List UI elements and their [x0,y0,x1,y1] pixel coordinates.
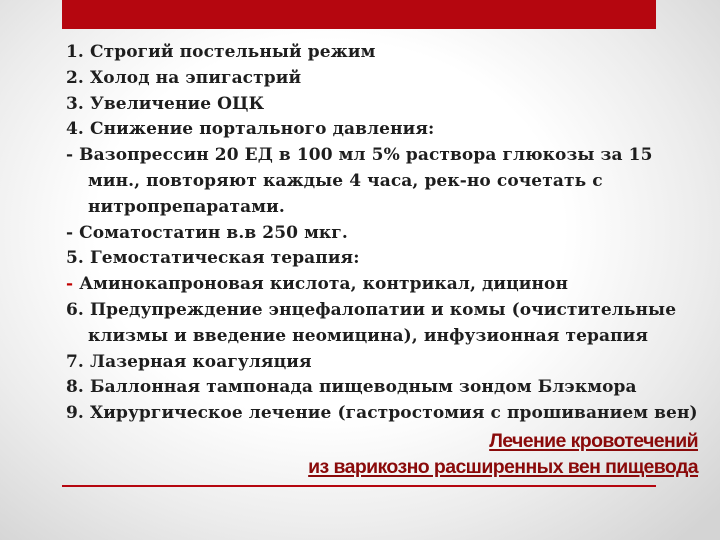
header-accent-bar [62,0,656,29]
list-item: 6. Предупреждение энцефалопатии и комы (очистительные [66,299,677,320]
treatment-list [66,40,706,427]
list-item-continuation: нитропрепаратами. [88,196,285,217]
list-item: - Соматостатин в.в 250 мкг. [66,222,348,243]
dash-marker: - [66,274,74,295]
list-item: - Вазопрессин 20 ЕД в 100 мл 5% раствора глюкозы за 15 [66,145,653,166]
list-item: 8. Баллонная тампонада пищеводным зондом Блэкмора [66,377,637,398]
list-item: 5. Гемостатическая терапия: [66,248,360,269]
slide-title-line-2: из варикозно расширенных вен пищевода [308,456,698,478]
list-item: 4. Снижение портального давления: [66,119,435,140]
list-item: 7. Лазерная коагуляция [66,351,312,372]
list-item [66,272,706,298]
slide-title-line-1: Лечение кровотечений [489,430,698,452]
list-item-continuation: клизмы и введение неомицина), инфузионная терапия [88,325,649,346]
slide-title [308,428,698,480]
list-item: 3. Увеличение ОЦК [66,93,265,114]
list-item-text: Аминокапроновая кислота, контрикал, дицинон [79,274,569,295]
bottom-accent-rule [62,485,656,487]
list-item: 2. Холод на эпигастрий [66,67,302,88]
list-item: 9. Хирургическое лечение (гастростомия с прошиванием вен) [66,403,698,424]
list-item-continuation: мин., повторяют каждые 4 часа, рек-но сочетать с [88,170,603,191]
list-item: 1. Строгий постельный режим [66,42,376,62]
